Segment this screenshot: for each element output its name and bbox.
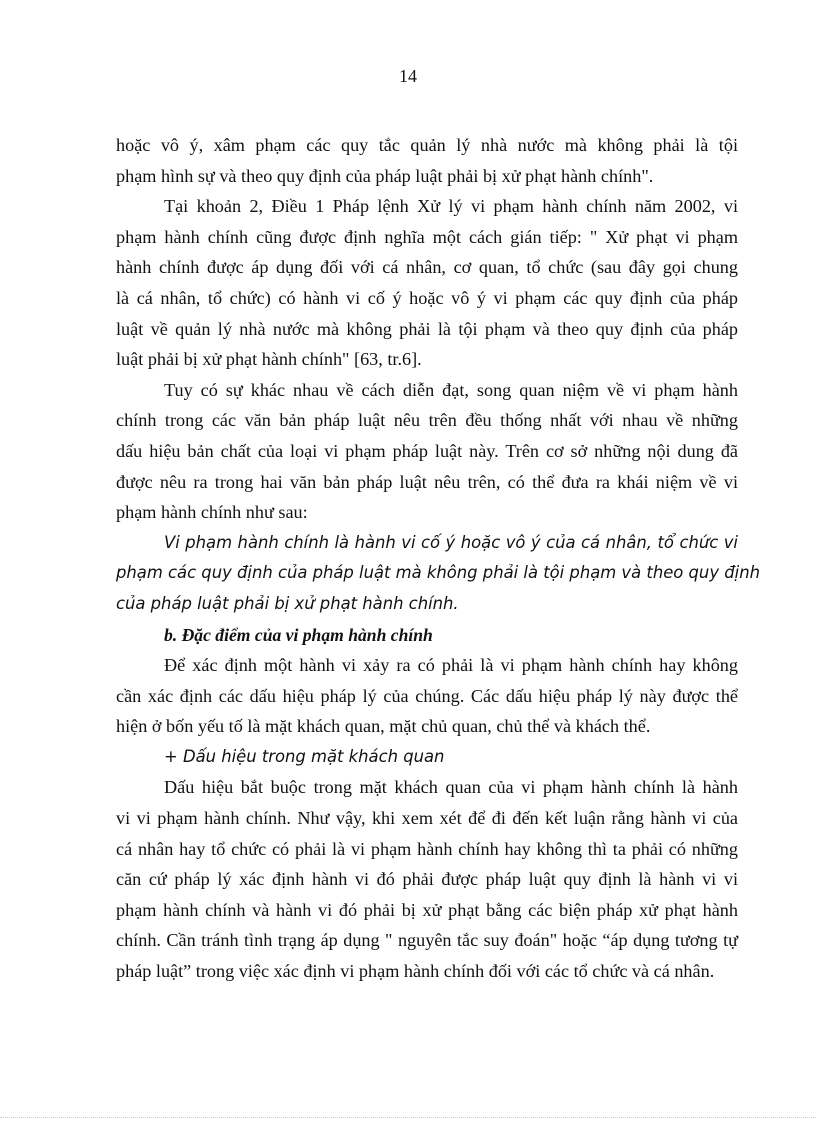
body-line: vi vi phạm hành chính. Như vậy, khi xem xét để đi đến kết luận rằng hành vi của bbox=[116, 808, 738, 829]
body-line: cá nhân hay tổ chức có phải là vi phạm hành chính hay không thì ta phải có những bbox=[116, 838, 738, 859]
body-line: phạm hành chính và hành vi đó phải bị xử phạt bằng các biện pháp xử phạt hành bbox=[116, 899, 738, 920]
body-line: phạm hành chính cũng được định nghĩa một cách gián tiếp: " Xử phạt vi phạm bbox=[116, 226, 738, 247]
body-line: pháp luật” trong việc xác định vi phạm hành chính đối với các tổ chức và cá nhân. bbox=[116, 961, 715, 982]
body-line: Tuy có sự khác nhau về cách diễn đạt, song quan niệm về vi phạm hành bbox=[164, 379, 738, 400]
page-bottom-divider bbox=[0, 1117, 816, 1118]
body-line: là cá nhân, tổ chức) có hành vi cố ý hoặc vô ý vi phạm các quy định của pháp bbox=[116, 287, 738, 308]
body-line: luật phải bị xử phạt hành chính" [63, tr.6]. bbox=[116, 349, 422, 370]
body-line: căn cứ pháp lý xác định hành vi đó phải được pháp luật quy định là hành vi vi bbox=[116, 869, 738, 890]
body-line: Dấu hiệu bắt buộc trong mặt khách quan của vi phạm hành chính là hành bbox=[164, 777, 738, 798]
body-line: Tại khoản 2, Điều 1 Pháp lệnh Xử lý vi phạm hành chính năm 2002, vi bbox=[164, 196, 738, 217]
definition-line: của pháp luật phải bị xử phạt hành chính. bbox=[116, 593, 459, 613]
body-line: hoặc vô ý, xâm phạm các quy tắc quản lý nhà nước mà không phải là tội bbox=[116, 135, 738, 155]
body-line: phạm hình sự và theo quy định của pháp luật phải bị xử phạt hành chính". bbox=[116, 165, 654, 186]
body-line: được nêu ra trong hai văn bản pháp luật nêu trên, có thể đưa ra khái niệm về vi bbox=[116, 471, 738, 492]
section-heading: b. Đặc điểm của vi phạm hành chính bbox=[164, 624, 433, 645]
body-line: chính trong các văn bản pháp luật nêu trên đều thống nhất với nhau về những bbox=[116, 410, 738, 431]
subsection-heading: + Dấu hiệu trong mặt khách quan bbox=[164, 746, 445, 766]
document-body bbox=[116, 130, 760, 987]
body-line: phạm hành chính như sau: bbox=[116, 502, 308, 523]
body-line: chính. Cần tránh tình trạng áp dụng " nguyên tắc suy đoán" hoặc “áp dụng tương tự bbox=[116, 930, 738, 951]
page-number: 14 bbox=[399, 66, 417, 86]
body-line: cần xác định các dấu hiệu pháp lý của chúng. Các dấu hiệu pháp lý này được thể bbox=[116, 685, 738, 706]
definition-line: phạm các quy định của pháp luật mà không phải là tội phạm và theo quy định bbox=[116, 563, 760, 583]
body-line: hành chính được áp dụng đối với cá nhân, cơ quan, tổ chức (sau đây gọi chung bbox=[116, 257, 738, 278]
body-line: Để xác định một hành vi xảy ra có phải là vi phạm hành chính hay không bbox=[164, 655, 738, 676]
body-line: luật về quản lý nhà nước mà không phải là tội phạm và theo quy định của pháp bbox=[116, 318, 738, 339]
body-line: hiện ở bốn yếu tố là mặt khách quan, mặt chủ quan, chủ thể và khách thể. bbox=[116, 716, 651, 737]
body-line: dấu hiệu bản chất của loại vi phạm pháp luật này. Trên cơ sở những nội dung đã bbox=[116, 440, 738, 461]
definition-line: Vi phạm hành chính là hành vi cố ý hoặc vô ý của cá nhân, tổ chức vi bbox=[164, 532, 738, 552]
